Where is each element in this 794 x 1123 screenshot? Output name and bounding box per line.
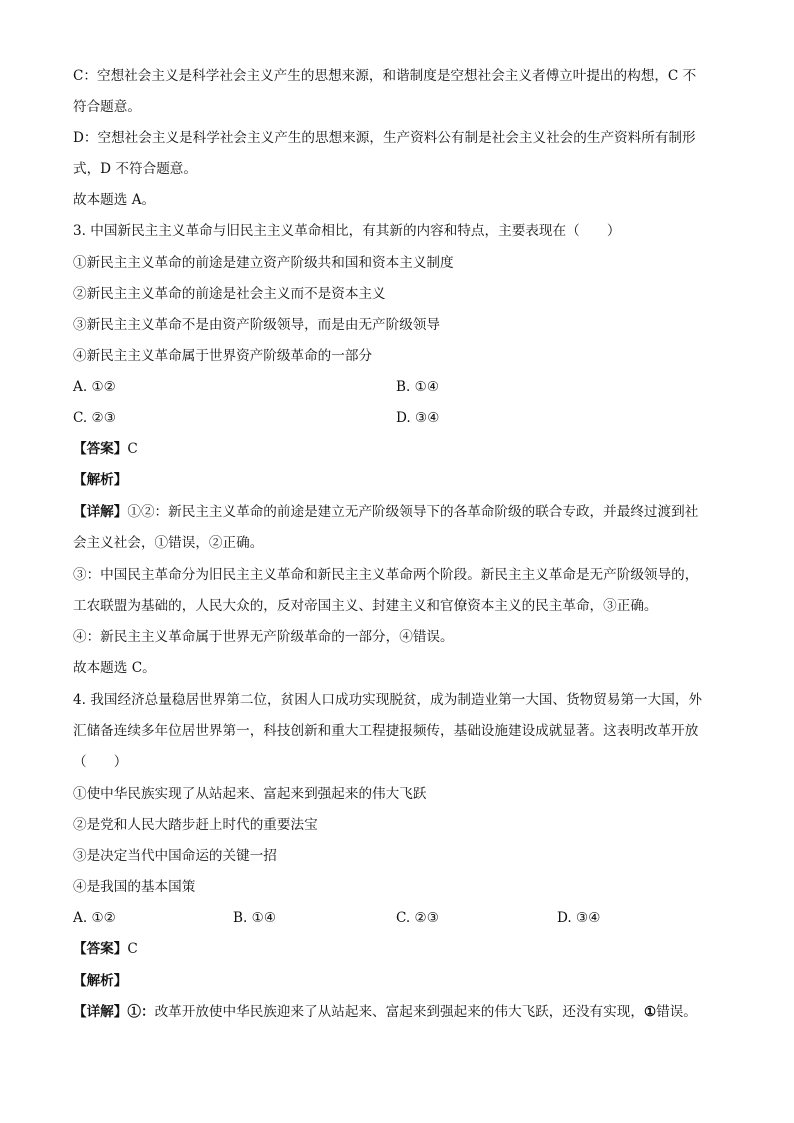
q3-detail-line-1 (73, 502, 698, 522)
detail-text: 改革开放使中华民族迎来了从站起来、富起来到强起来的伟大飞跃，还没有实现， (154, 1004, 644, 1020)
q3-option-d: D. ③④ (396, 410, 440, 426)
q4-stem-line-2: 汇储备连续多年位居世界第一，科技创新和重大工程捷报频传，基础设施建设成就显著。这表明改革开放 (73, 723, 699, 739)
q4-option-b: B. ①④ (233, 910, 277, 926)
detail-text: ①②：新民主主义革命的前途是建立无产阶级领导下的各革命阶级的联合专政，并最终过渡到社 (127, 504, 699, 520)
answer-value: C (127, 441, 138, 457)
q4-detail-line-1 (73, 1002, 697, 1022)
q3-detail-line-5: ④：新民主主义革命属于世界无产阶级革命的一部分，④错误。 (73, 629, 454, 645)
detail-item-number: ①： (127, 1004, 155, 1020)
q4-analysis-tag: 【解析】 (73, 973, 128, 989)
q4-option-c: C. ②③ (396, 910, 439, 926)
q4-stem-line-3: （ ） (73, 754, 128, 770)
q4-item-4: ④是我国的基本国策 (73, 879, 196, 895)
q3-stem: 3. 中国新民主主义革命与旧民主主义革命相比，有其新的内容和特点，主要表现在（ ） (73, 223, 621, 239)
q3-detail-line-4: 工农联盟为基础的，人民大众的，反对帝国主义、封建主义和官僚资本主义的民主革命，③正确。 (73, 598, 658, 614)
q4-option-d: D. ③④ (557, 910, 601, 926)
answer-tag: 【答案】 (73, 941, 128, 957)
answer-value: C (127, 941, 138, 957)
q3-item-3: ③新民主主义革命不是由资产阶级领导，而是由无产阶级领导 (73, 317, 441, 333)
detail-end: 错误。 (656, 1004, 697, 1020)
q4-item-2: ②是党和人民大踏步赶上时代的重要法宝 (73, 817, 318, 833)
detail-tag: 【详解】 (73, 1004, 128, 1020)
q3-detail-line-3: ③：中国民主革命分为旧民主主义革命和新民主主义革命两个阶段。新民主主义革命是无产阶级领导的， (73, 567, 699, 583)
detail-item-number-2: ① (643, 1004, 657, 1020)
q3-detail-line-2: 会主义社会，①错误，②正确。 (73, 535, 264, 551)
c-option-explanation-line-2: 符合题意。 (73, 99, 141, 115)
q3-option-c: C. ②③ (73, 410, 116, 426)
q3-analysis-tag: 【解析】 (73, 472, 128, 488)
q3-item-4: ④新民主主义革命属于世界资产阶级革命的一部分 (73, 348, 373, 364)
q4-item-1: ①使中华民族实现了从站起来、富起来到强起来的伟大飞跃 (73, 786, 427, 802)
detail-tag: 【详解】 (73, 504, 128, 520)
q3-option-a: A. ①② (73, 379, 116, 395)
q4-answer (73, 939, 138, 959)
d-option-explanation-line-2: 式，D 不符合题意。 (73, 161, 197, 177)
q4-stem-line-1: 4. 我国经济总量稳居世界第二位，贫困人口成功实现脱贫，成为制造业第一大国、货物贸易第一大国，外 (73, 692, 703, 708)
answer-tag: 【答案】 (73, 441, 128, 457)
q3-item-1: ①新民主主义革命的前途是建立资产阶级共和国和资本主义制度 (73, 255, 454, 271)
q2-conclusion: 故本题选 A。 (73, 192, 156, 208)
q3-answer (73, 439, 138, 459)
q3-item-2: ②新民主主义革命的前途是社会主义而不是资本主义 (73, 286, 386, 302)
q4-item-3: ③是决定当代中国命运的关键一招 (73, 848, 277, 864)
q4-option-a: A. ①② (73, 910, 116, 926)
q3-conclusion: 故本题选 C。 (73, 660, 156, 676)
c-option-explanation-line-1: C：空想社会主义是科学社会主义产生的思想来源，和谐制度是空想社会主义者傅立叶提出的构想，C 不 (73, 68, 697, 84)
q3-option-b: B. ①④ (396, 379, 440, 395)
d-option-explanation-line-1: D：空想社会主义是科学社会主义产生的思想来源，生产资料公有制是社会主义社会的生产资料所有制形 (73, 130, 696, 146)
